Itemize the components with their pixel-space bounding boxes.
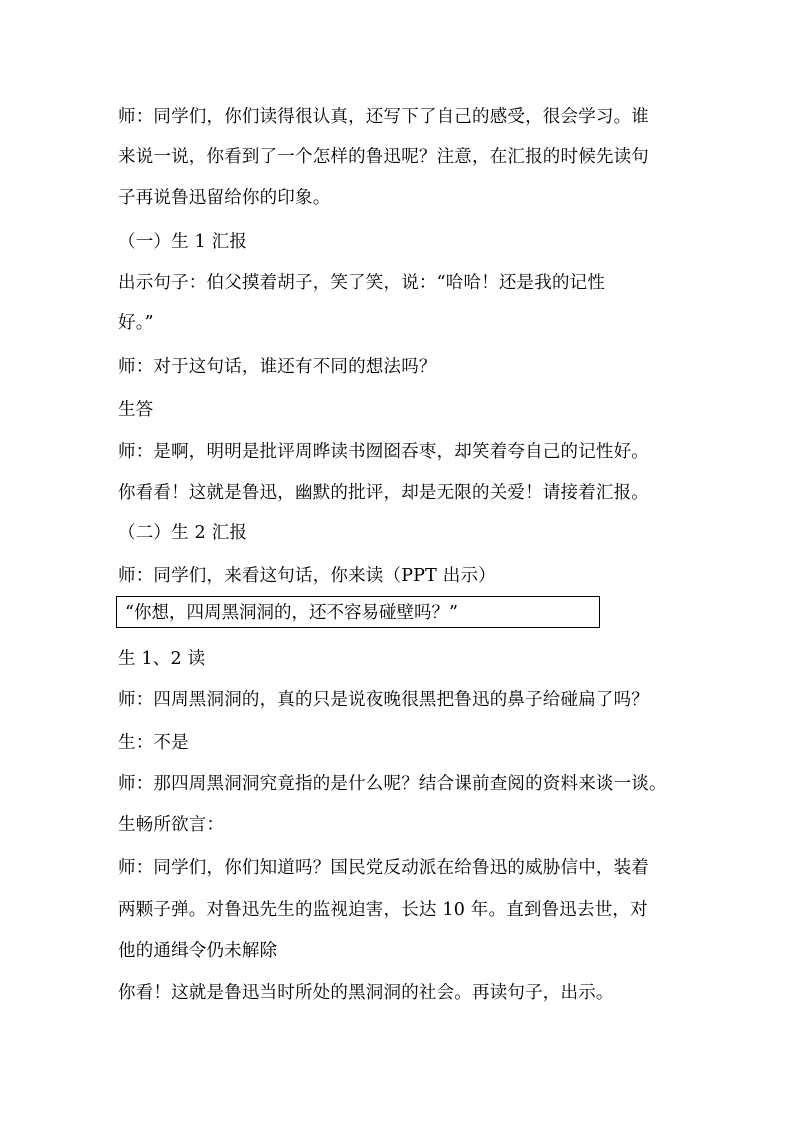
paragraph-line: 师：同学们，你们知道吗？国民党反动派在给鲁迅的威胁信中，装着	[118, 858, 649, 878]
section-heading: （二）生 2 汇报	[118, 523, 248, 543]
quote-box	[116, 596, 600, 628]
paragraph-line: 生畅所欲言：	[118, 815, 225, 835]
paragraph-line: 师：同学们，来看这句话，你来读（PPT 出示）	[118, 566, 496, 586]
paragraph-line: 来说一说，你看到了一个怎样的鲁迅呢？注意，在汇报的时候先读句	[118, 147, 649, 167]
paragraph-line: 你看！这就是鲁迅当时所处的黑洞洞的社会。再读句子，出示。	[118, 983, 614, 1003]
paragraph-line: 生 1、2 读	[118, 649, 206, 669]
paragraph-line: 师：同学们，你们读得很认真，还写下了自己的感受，很会学习。谁	[118, 107, 649, 127]
paragraph-line: 出示句子：伯父摸着胡子，笑了笑，说：“哈哈！还是我的记性	[118, 273, 606, 293]
paragraph-line: 师：四周黑洞洞的，真的只是说夜晚很黑把鲁迅的鼻子给碰扁了吗？	[118, 690, 649, 710]
quote-text: “你想，四周黑洞洞的，还不容易碰壁吗？”	[125, 603, 458, 623]
paragraph-line: 师：是啊，明明是批评周晔读书囫囵吞枣，却笑着夸自己的记性好。	[118, 442, 649, 462]
paragraph-line: 子再说鲁迅留给你的印象。	[118, 188, 331, 208]
paragraph-line: 生答	[118, 400, 154, 420]
paragraph-line: 生：不是	[118, 733, 189, 753]
paragraph-line: 师：对于这句话，谁还有不同的想法吗？	[118, 357, 437, 377]
paragraph-line: 师：那四周黑洞洞究竟指的是什么呢？结合课前查阅的资料来谈一谈。	[118, 774, 667, 794]
paragraph-line: 两颗子弹。对鲁迅先生的监视迫害，长达 10 年。直到鲁迅去世，对	[118, 900, 648, 920]
paragraph-line: 好。”	[118, 313, 154, 333]
section-heading: （一）生 1 汇报	[118, 232, 248, 252]
paragraph-line: 你看看！这就是鲁迅，幽默的批评，却是无限的关爱！请接着汇报。	[118, 483, 649, 503]
paragraph-line: 他的通缉令仍未解除	[118, 941, 278, 961]
